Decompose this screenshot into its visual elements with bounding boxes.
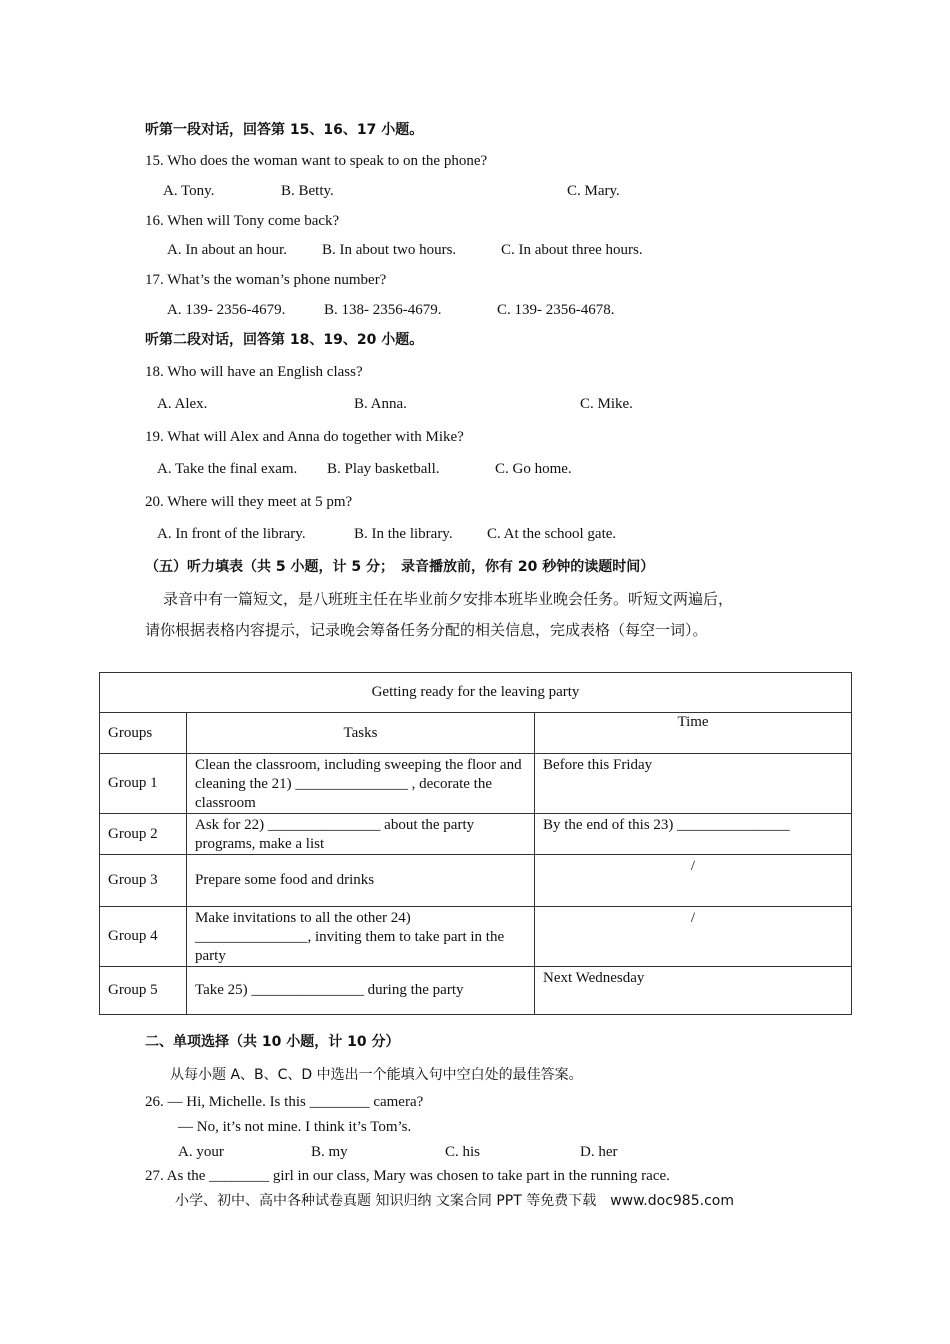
- section1-heading: 听第一段对话，回答第 15、16、17 小题。: [145, 122, 424, 138]
- table-header-tasks: Tasks: [187, 713, 535, 754]
- question-18-option-b: B. Anna.: [354, 396, 407, 412]
- question-27-stem: 27. As the ________ girl in our class, Mary was chosen to take part in the running race.: [145, 1168, 670, 1184]
- question-19-stem: 19. What will Alex and Anna do together with Mike?: [145, 429, 464, 445]
- question-18-option-c: C. Mike.: [580, 396, 633, 412]
- part5-intro-line1: 录音中有一篇短文，是八班班主任在毕业前夕安排本班毕业晚会任务。听短文两遍后，: [163, 590, 734, 608]
- part2-instruction: 从每小题 A、B、C、D 中选出一个能填入句中空白处的最佳答案。: [170, 1067, 583, 1083]
- question-15-option-a: A. Tony.: [163, 183, 215, 199]
- row-task: Clean the classroom, including sweeping the floor and cleaning the 21) _______________ , decorate the classroom: [187, 754, 535, 814]
- table-row: [100, 855, 852, 907]
- row-group: Group 3: [100, 855, 187, 907]
- row-group: Group 4: [100, 907, 187, 967]
- question-20-option-a: A. In front of the library.: [157, 526, 306, 542]
- table-row: [100, 907, 852, 967]
- row-time: By the end of this 23) _______________: [535, 814, 852, 855]
- question-26-option-a: A. your: [178, 1144, 224, 1160]
- question-17-option-b: B. 138- 2356-4679.: [324, 302, 442, 318]
- question-17-option-c: C. 139- 2356-4678.: [497, 302, 615, 318]
- question-17-option-a: A. 139- 2356-4679.: [167, 302, 286, 318]
- row-group: Group 2: [100, 814, 187, 855]
- table-row: [100, 754, 852, 814]
- question-19-option-b: B. Play basketball.: [327, 461, 440, 477]
- table-header-time: Time: [535, 713, 852, 754]
- table-title: Getting ready for the leaving party: [100, 673, 852, 713]
- row-time: /: [535, 855, 852, 907]
- row-group: Group 1: [100, 754, 187, 814]
- table-header-groups: Groups: [100, 713, 187, 754]
- part2-heading: 二、单项选择（共 10 小题，计 10 分）: [145, 1034, 400, 1050]
- row-time: Before this Friday: [535, 754, 852, 814]
- question-17-stem: 17. What’s the woman’s phone number?: [145, 272, 387, 288]
- question-26-line2: — No, it’s not mine. I think it’s Tom’s.: [178, 1119, 412, 1135]
- row-time: Next Wednesday: [535, 967, 852, 1015]
- row-task: Make invitations to all the other 24) _______________, inviting them to take part in the party: [187, 907, 535, 967]
- question-16-option-c: C. In about three hours.: [501, 242, 643, 258]
- row-group: Group 5: [100, 967, 187, 1015]
- question-15-option-b: B. Betty.: [281, 183, 334, 199]
- question-26-line1: 26. — Hi, Michelle. Is this ________ camera?: [145, 1094, 424, 1110]
- row-task: Prepare some food and drinks: [187, 855, 535, 907]
- table-row: [100, 814, 852, 855]
- question-15-option-c: C. Mary.: [567, 183, 620, 199]
- part5-intro-line2: 请你根据表格内容提示，记录晚会筹备任务分配的相关信息，完成表格（每空一词）。: [145, 621, 708, 639]
- question-26-option-c: C. his: [445, 1144, 481, 1160]
- section2-heading: 听第二段对话，回答第 18、19、20 小题。: [145, 332, 424, 348]
- table-row: [100, 967, 852, 1015]
- question-19-option-c: C. Go home.: [495, 461, 572, 477]
- task-table: [99, 672, 852, 1015]
- question-15-stem: 15. Who does the woman want to speak to on the phone?: [145, 153, 488, 169]
- row-task: Ask for 22) _______________ about the party programs, make a list: [187, 814, 535, 855]
- question-26-option-d: D. her: [580, 1144, 618, 1160]
- question-16-stem: 16. When will Tony come back?: [145, 213, 340, 229]
- page-footer: 小学、初中、高中各种试卷真题 知识归纳 文案合同 PPT 等免费下载 www.doc985.com: [175, 1193, 734, 1209]
- question-18-stem: 18. Who will have an English class?: [145, 364, 363, 380]
- row-task: Take 25) _______________ during the party: [187, 967, 535, 1015]
- question-20-option-c: C. At the school gate.: [487, 526, 617, 542]
- question-20-stem: 20. Where will they meet at 5 pm?: [145, 494, 353, 510]
- question-16-option-a: A. In about an hour.: [167, 242, 287, 258]
- question-16-option-b: B. In about two hours.: [322, 242, 457, 258]
- question-18-option-a: A. Alex.: [157, 396, 208, 412]
- question-19-option-a: A. Take the final exam.: [157, 461, 298, 477]
- question-20-option-b: B. In the library.: [354, 526, 453, 542]
- question-26-option-b: B. my: [311, 1144, 348, 1160]
- row-time: /: [535, 907, 852, 967]
- part5-heading: （五）听力填表（共 5 小题，计 5 分； 录音播放前，你有 20 秒钟的读题时间）: [145, 559, 655, 575]
